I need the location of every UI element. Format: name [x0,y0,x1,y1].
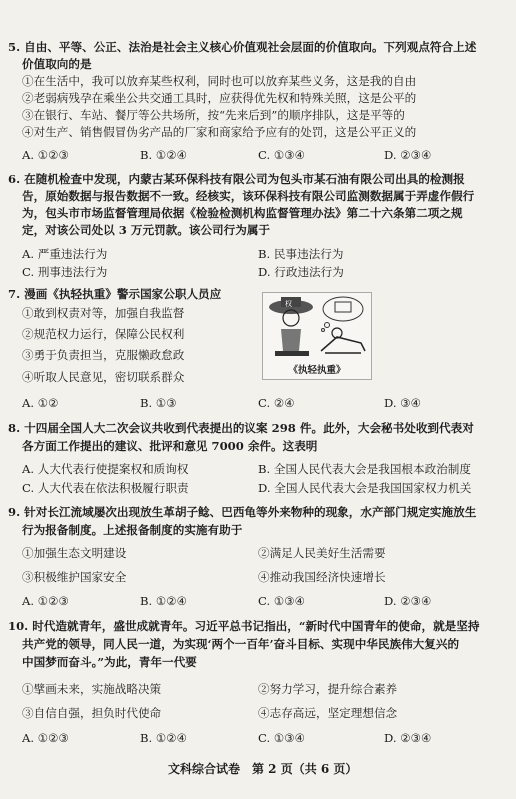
q5-item-2: ②老弱病残孕在乘坐公共交通工具时，应获得优先权和特殊关照，这是公平的 [22,91,417,105]
q10-item-2: ②努力学习，提升综合素养 [258,682,398,696]
cartoon-caption: 《执轻执重》 [288,365,346,376]
q9-option-d: D. ②③④ [384,594,432,608]
q6-option-d: D. 行政违法行为 [258,265,344,279]
q7-item-2: ②规范权力运行，保障公民权利 [22,327,185,341]
q5-stem-line-1: 5. 自由、平等、公正、法治是社会主义核心价值观社会层面的价值取向。下列观点符合上述 [8,40,477,54]
q7-item-4: ④听取人民意见，密切联系群众 [22,370,185,384]
cartoon-image [262,292,372,380]
q5-item-4: ④对生产、销售假冒伪劣产品的厂家和商家给予应有的处罚，这是公平正义的 [22,125,417,139]
q5-stem-line-2: 价值取向的是 [22,57,92,71]
q5-option-c: C. ①③④ [258,148,306,162]
q10-option-d: D. ②③④ [384,731,432,745]
q10-item-3: ③自信自强，担负时代使命 [22,706,162,720]
q9-stem-line-2: 行为报备制度。上述报备制度的实施有助于 [22,523,243,537]
q7-option-b: B. ①③ [140,396,177,410]
q10-item-1: ①擘画未来，实施战略决策 [22,682,162,696]
q8-option-b: B. 全国人民代表大会是我国根本政治制度 [258,462,471,476]
q6-stem-line-4: 定，对该公司处以 3 万元罚款。该公司行为属于 [22,223,271,237]
q10-stem-line-1: 10. 时代造就青年，盛世成就青年。习近平总书记指出，“新时代中国青年的使命，就是坚持 [8,619,480,633]
q10-stem-line-2: 共产党的领导，同人民一道，为实现‘两个一百年’奋斗目标、实现中华民族伟大复兴的 [22,637,460,651]
q6-option-b: B. 民事违法行为 [258,247,344,261]
q8-option-a: A. 人大代表行使提案权和质询权 [22,462,189,476]
q10-option-c: C. ①③④ [258,731,306,745]
q5-option-a: A. ①②③ [22,148,69,162]
q6-option-c: C. 刑事违法行为 [22,265,108,279]
q8-option-d: D. 全国人民代表大会是我国国家权力机关 [258,481,472,495]
q6-stem-line-3: 为，包头市市场监督管理局依据《检验检测机构监督管理办法》第二十六条第二项之规 [22,206,463,220]
q9-item-4: ④推动我国经济快速增长 [258,570,386,584]
q9-item-2: ②满足人民美好生活需要 [258,546,386,560]
q8-stem-line-1: 8. 十四届全国人大二次会议共收到代表提出的议案 298 件。此外，大会秘书处收到代表对 [8,421,474,435]
q5-option-d: D. ②③④ [384,148,432,162]
q9-item-3: ③积极维护国家安全 [22,570,127,584]
q7-option-c: C. ②④ [258,396,295,410]
q10-option-b: B. ①②④ [140,731,188,745]
q9-stem-line-1: 9. 针对长江流域屡次出现放生革胡子鲶、巴西龟等外来物种的现象，水产部门规定实施放生 [8,505,477,519]
q10-stem-line-3: 中国梦而奋斗。”为此，青年一代要 [22,655,197,669]
q8-option-c: C. 人大代表在依法积极履行职责 [22,481,189,495]
q5-option-b: B. ①②④ [140,148,188,162]
q9-option-c: C. ①③④ [258,594,306,608]
page-footer: 文科综合试卷 第 2 页（共 6 页） [168,762,358,776]
q8-stem-line-2: 各方面工作提出的建议、批评和意见 7000 余件。这表明 [22,439,318,453]
q7-option-d: D. ③④ [384,396,422,410]
q10-item-4: ④志存高远，坚定理想信念 [258,706,398,720]
q7-stem: 7. 漫画《执轻执重》警示国家公职人员应 [8,287,222,301]
q5-item-1: ①在生活中，我可以放弃某些权利，同时也可以放弃某些义务，这是我的自由 [22,74,417,88]
q6-stem-line-1: 6. 在随机检查中发现，内蒙古某环保科技有限公司为包头市某石油有限公司出具的检测报 [8,172,465,186]
q9-option-a: A. ①②③ [22,594,69,608]
q6-option-a: A. 严重违法行为 [22,247,108,261]
q7-item-1: ①敢到权责对等，加强自我监督 [22,306,185,320]
q9-option-b: B. ①②④ [140,594,188,608]
q6-stem-line-2: 告，原始数据与报告数据不一致。经核实，该环保科技有限公司监测数据属于弄虚作假行 [22,189,475,203]
q7-option-a: A. ①② [22,396,59,410]
q5-item-3: ③在银行、车站、餐厅等公共场所，按“先来后到”的顺序排队，这是平等的 [22,108,405,122]
cartoon-drawing [263,293,371,365]
svg-text:权: 权 [285,300,292,308]
q7-item-3: ③勇于负责担当，克服懒政怠政 [22,348,185,362]
q9-item-1: ①加强生态文明建设 [22,546,127,560]
q10-option-a: A. ①②③ [22,731,69,745]
